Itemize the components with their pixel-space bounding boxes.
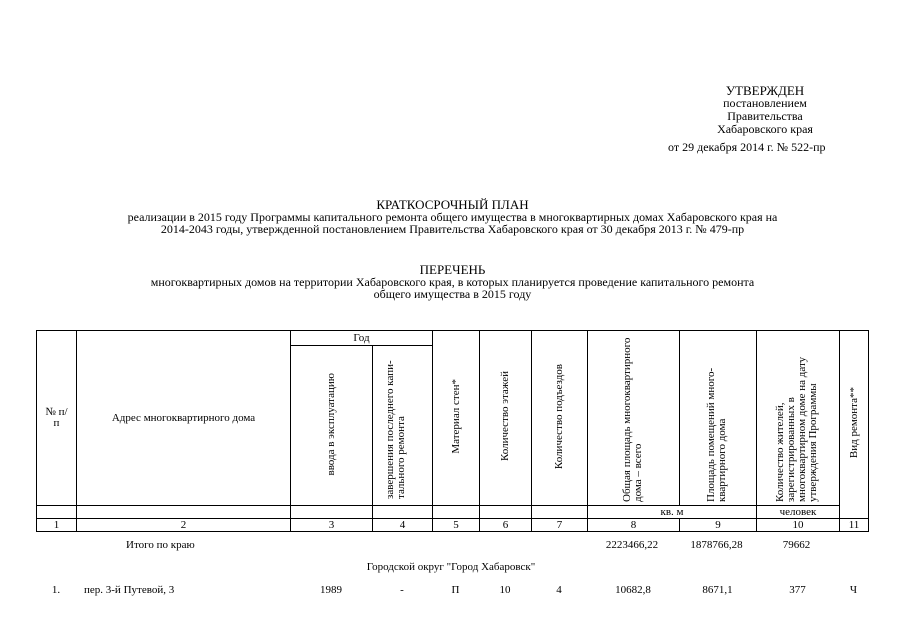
header-entrances-label: Количество подъездов — [553, 363, 565, 470]
header-residents-label: Количество жителей, зарегистрированных в многоквартирном доме на дату утверждения Программы — [774, 356, 819, 502]
row-address: пер. 3-й Путевой, 3 — [84, 584, 175, 596]
column-number-10: 10 — [757, 519, 840, 532]
table-row — [36, 584, 866, 598]
unit-area: кв. м — [588, 506, 757, 519]
column-number-7: 7 — [532, 519, 588, 532]
row-premises-area: 8671,1 — [702, 584, 733, 596]
approval-line-2: Правительства — [727, 109, 803, 123]
plan-line-2: 2014-2043 годы, утвержденной постановлением Правительства Хабаровского края от 30 декабря 2013 г. № 479-пр — [160, 222, 745, 236]
header-total-area — [588, 331, 680, 506]
column-number-9: 9 — [680, 519, 757, 532]
column-number-2: 2 — [77, 519, 291, 532]
plan-title: КРАТКОСРОЧНЫЙ ПЛАН — [376, 197, 529, 212]
header-premises-area-label: Площадь помещений много-квартирного дома — [705, 367, 728, 502]
total-premises-area: 1878766,28 — [690, 539, 743, 551]
approval-date: от 29 декабря 2014 г. № 522-пр — [668, 140, 826, 154]
header-year-commission-label: ввода в эксплуатацию — [325, 372, 337, 476]
header-num — [37, 331, 77, 506]
row-repair-type: Ч — [849, 584, 858, 596]
units-spacer-4 — [373, 506, 433, 519]
units-spacer-6 — [480, 506, 532, 519]
column-number-8: 8 — [588, 519, 680, 532]
row-floors: 10 — [499, 584, 511, 596]
header-repair-type-label: Вид ремонта** — [847, 387, 860, 459]
column-number-5: 5 — [433, 519, 480, 532]
header-num-label: № п/п — [45, 406, 68, 429]
approval-line-3: Хабаровского края — [717, 122, 813, 136]
row-total-area: 10682,8 — [615, 584, 651, 596]
approval-title: УТВЕРЖДЕН — [725, 83, 805, 98]
row-num: 1. — [51, 584, 61, 596]
header-year-commission — [291, 346, 373, 506]
district-row — [36, 561, 866, 575]
row-year-last-repair: - — [400, 584, 404, 596]
header-floors-label: Количество этажей — [499, 371, 511, 462]
units-spacer-7 — [532, 506, 588, 519]
column-number-11: 11 — [840, 519, 869, 532]
list-title: ПЕРЕЧЕНЬ — [419, 262, 486, 277]
header-wall-material — [433, 331, 480, 506]
row-residents: 377 — [789, 584, 806, 596]
units-spacer-3 — [291, 506, 373, 519]
district-label: Городской округ "Город Хабаровск" — [366, 561, 536, 573]
list-line-2: общего имущества в 2015 году — [373, 287, 532, 301]
plan-line-1: реализации в 2015 году Программы капитального ремонта общего имущества в многоквартирных домах Хабаровского края на — [127, 210, 778, 224]
row-wall-material: П — [451, 584, 460, 596]
units-spacer-1 — [37, 506, 77, 519]
header-repair-type — [840, 331, 869, 519]
header-address: Адрес многоквартирного дома — [77, 331, 291, 506]
column-number-4: 4 — [373, 519, 433, 532]
total-total-area: 2223466,22 — [605, 539, 659, 551]
total-residents: 79662 — [782, 539, 811, 551]
header-year-group: Год — [291, 331, 433, 346]
column-number-3: 3 — [291, 519, 373, 532]
list-line-1: многоквартирных домов на территории Хабаровского края, в которых планируется проведение капитального ремонта — [150, 275, 755, 289]
row-entrances: 4 — [556, 584, 562, 596]
column-number-1: 1 — [37, 519, 77, 532]
plan-heading — [20, 199, 885, 235]
header-year-last-repair — [373, 346, 433, 506]
approval-block — [640, 83, 890, 154]
header-wall-material-label: Материал стен* — [449, 379, 462, 454]
list-heading — [20, 264, 885, 300]
row-year-commission: 1989 — [320, 584, 342, 596]
header-total-area-label: Общая площадь многоквартирного дома – всего — [620, 337, 644, 502]
header-premises-area — [680, 331, 757, 506]
approval-line-1: постановлением — [723, 96, 807, 110]
column-number-6: 6 — [480, 519, 532, 532]
houses-table-header — [36, 330, 869, 532]
header-year-last-repair-label: завершения последнего капи-тального ремонта — [383, 360, 407, 499]
header-entrances — [532, 331, 588, 506]
units-spacer-2 — [77, 506, 291, 519]
unit-people: человек — [757, 506, 840, 519]
total-row — [36, 539, 866, 553]
header-floors — [480, 331, 532, 506]
header-residents — [757, 331, 840, 506]
total-label: Итого по краю — [126, 539, 195, 551]
units-spacer-5 — [433, 506, 480, 519]
